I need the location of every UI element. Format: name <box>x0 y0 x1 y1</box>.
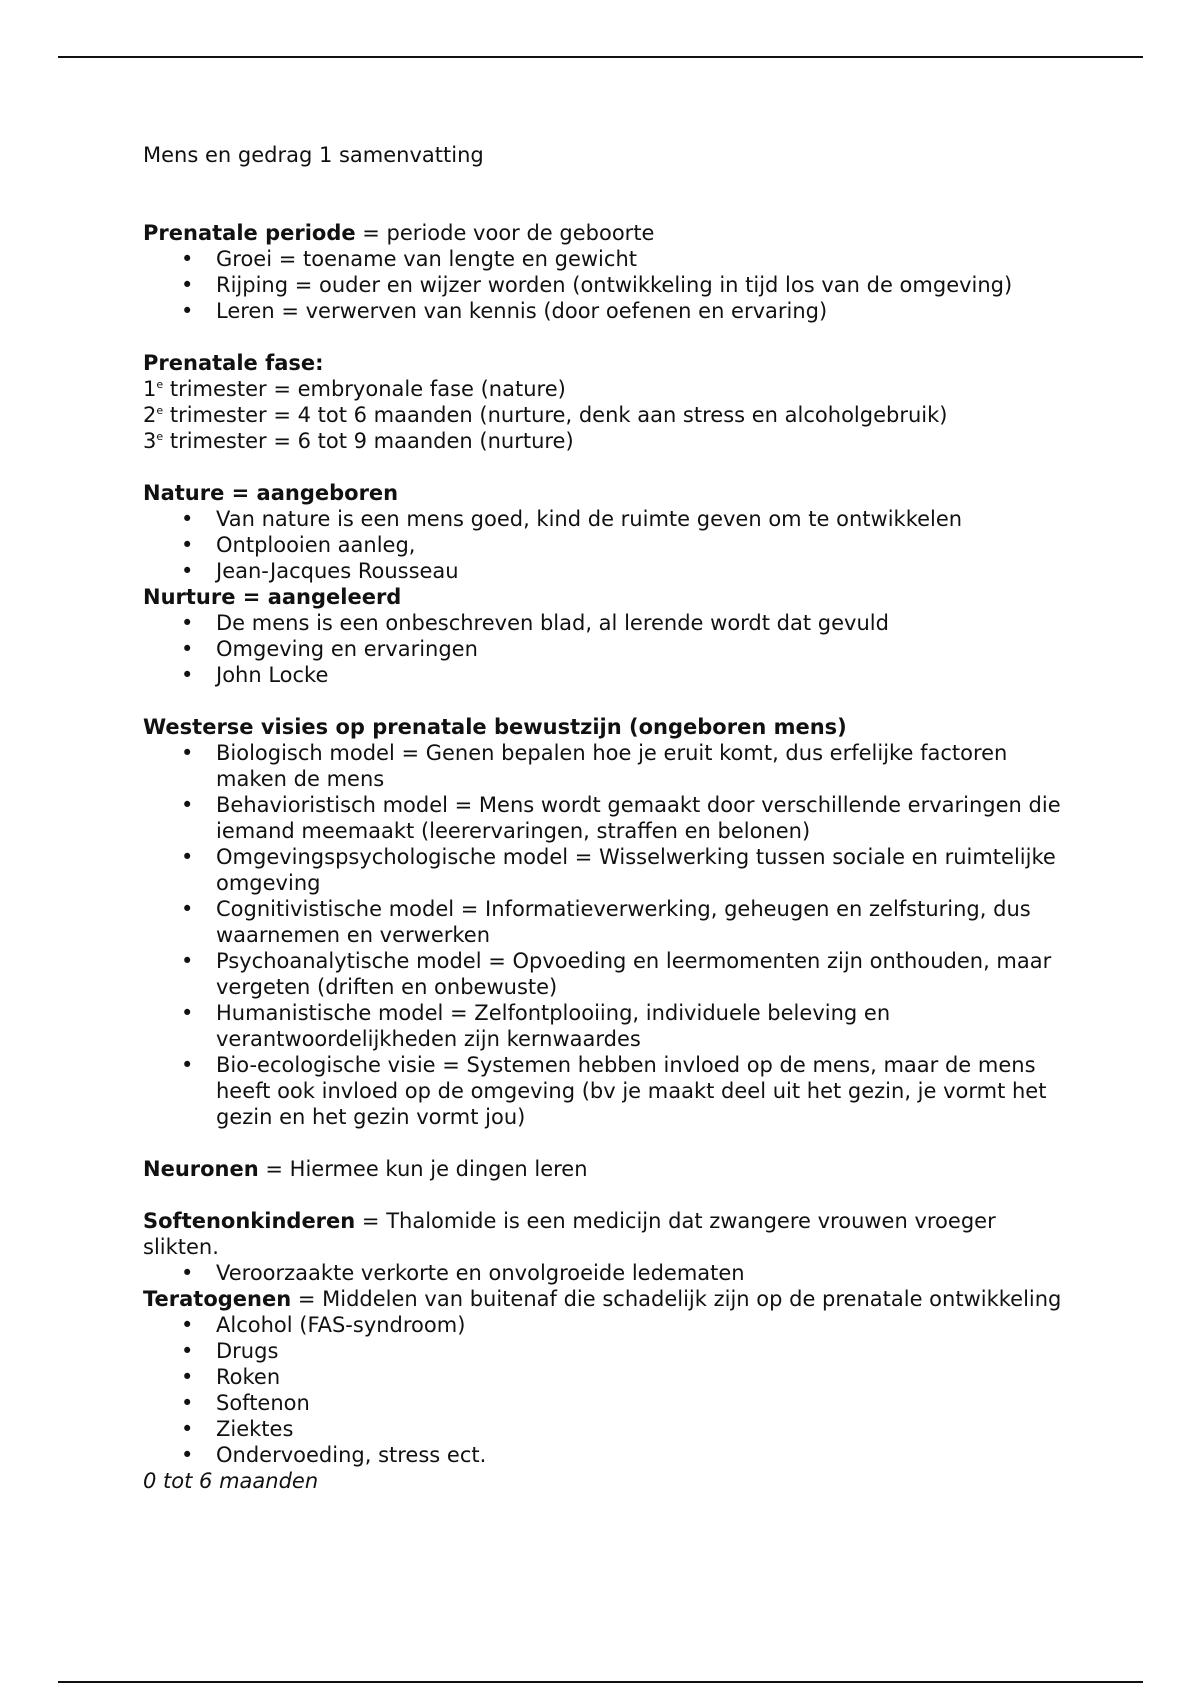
definition-prenatale-periode: = periode voor de geboorte <box>355 221 655 245</box>
heading-westerse-visies: Westerse visies op prenatale bewustzijn (ongeboren mens) <box>143 715 847 739</box>
list-item: • Psychoanalytische model = Opvoeding en leermomenten zijn onthouden, maar vergeten (driften en onbewuste) <box>143 948 1073 1000</box>
list-item: • Cognitivistische model = Informatieverwerking, geheugen en zelfsturing, dus waarnemen en verwerken <box>143 896 1073 948</box>
trimester-line: 2e trimester = 4 tot 6 maanden (nurture, denk aan stress en alcoholgebruik) <box>143 403 948 427</box>
list-item: • Omgeving en ervaringen <box>143 636 1073 662</box>
list-item: • Veroorzaakte verkorte en onvolgroeide ledematen <box>143 1260 1073 1286</box>
header-rule <box>58 56 1143 58</box>
list-item: • Biologisch model = Genen bepalen hoe je eruit komt, dus erfelijke factoren maken de mens <box>143 740 1073 792</box>
westerse-visies-list <box>143 740 1073 1130</box>
list-item: • Humanistische model = Zelfontplooiing, individuele beleving en verantwoordelijkheden zijn kernwaardes <box>143 1000 1073 1052</box>
next-section-heading: 0 tot 6 maanden <box>143 1469 319 1493</box>
heading-prenatale-fase: Prenatale fase: <box>143 351 324 375</box>
list-item: • Softenon <box>143 1390 1073 1416</box>
softenon-list <box>143 1260 1073 1286</box>
term-softenonkinderen: Softenonkinderen <box>143 1209 356 1233</box>
list-item: • Behavioristisch model = Mens wordt gemaakt door verschillende ervaringen die iemand meemaakt (leerervaringen, straffen en belonen) <box>143 792 1073 844</box>
section-teratogenen <box>143 1286 1073 1468</box>
document-title: Mens en gedrag 1 samenvatting <box>143 143 484 167</box>
heading-nature: Nature = aangeboren <box>143 481 399 505</box>
term-neuronen: Neuronen <box>143 1157 259 1181</box>
section-neuronen <box>143 1156 1073 1182</box>
trimester-line: 1e trimester = embryonale fase (nature) <box>143 377 566 401</box>
definition-softenonkinderen: = Thalomide is een medicijn dat zwangere vrouwen vroeger slikten. <box>143 1209 1003 1259</box>
section-westerse-visies <box>143 714 1073 1130</box>
list-item: • Drugs <box>143 1338 1073 1364</box>
footer-rule <box>58 1681 1143 1683</box>
heading-nurture: Nurture = aangeleerd <box>143 585 402 609</box>
list-item: • Ziektes <box>143 1416 1073 1442</box>
term-prenatale-periode: Prenatale periode <box>143 221 356 245</box>
section-nature <box>143 480 1073 584</box>
list-item: • De mens is een onbeschreven blad, al lerende wordt dat gevuld <box>143 610 1073 636</box>
list-item: • Jean-Jacques Rousseau <box>143 558 1073 584</box>
definition-teratogenen: = Middelen van buitenaf die schadelijk zijn op de prenatale ontwikkeling <box>291 1287 1062 1311</box>
nature-list <box>143 506 1073 584</box>
list-item: • Van nature is een mens goed, kind de ruimte geven om te ontwikkelen <box>143 506 1073 532</box>
list-item: • Leren = verwerven van kennis (door oefenen en ervaring) <box>143 298 1073 324</box>
term-teratogenen: Teratogenen <box>143 1287 292 1311</box>
list-item: • Alcohol (FAS-syndroom) <box>143 1312 1073 1338</box>
trimester-line: 3e trimester = 6 tot 9 maanden (nurture) <box>143 429 574 453</box>
definition-neuronen: = Hiermee kun je dingen leren <box>258 1157 588 1181</box>
list-item: • Groei = toename van lengte en gewicht <box>143 246 1073 272</box>
list-item: • Bio-ecologische visie = Systemen hebben invloed op de mens, maar de mens heeft ook invloed op de omgeving (bv je maakt deel uit het gezin, je vormt het gezin en het gezin vormt jou) <box>143 1052 1073 1130</box>
nurture-list <box>143 610 1073 688</box>
list-item: • Ontplooien aanleg, <box>143 532 1073 558</box>
section-nurture <box>143 584 1073 688</box>
document-body <box>143 142 1073 1494</box>
list-item: • Omgevingspsychologische model = Wisselwerking tussen sociale en ruimtelijke omgeving <box>143 844 1073 896</box>
section-softenonkinderen <box>143 1208 1073 1286</box>
prenatale-periode-list <box>143 246 1073 324</box>
list-item: • Rijping = ouder en wijzer worden (ontwikkeling in tijd los van de omgeving) <box>143 272 1073 298</box>
teratogenen-list <box>143 1312 1073 1468</box>
list-item: • Roken <box>143 1364 1073 1390</box>
section-prenatale-periode <box>143 220 1073 324</box>
list-item: • Ondervoeding, stress ect. <box>143 1442 1073 1468</box>
section-prenatale-fase <box>143 350 1073 454</box>
list-item: • John Locke <box>143 662 1073 688</box>
